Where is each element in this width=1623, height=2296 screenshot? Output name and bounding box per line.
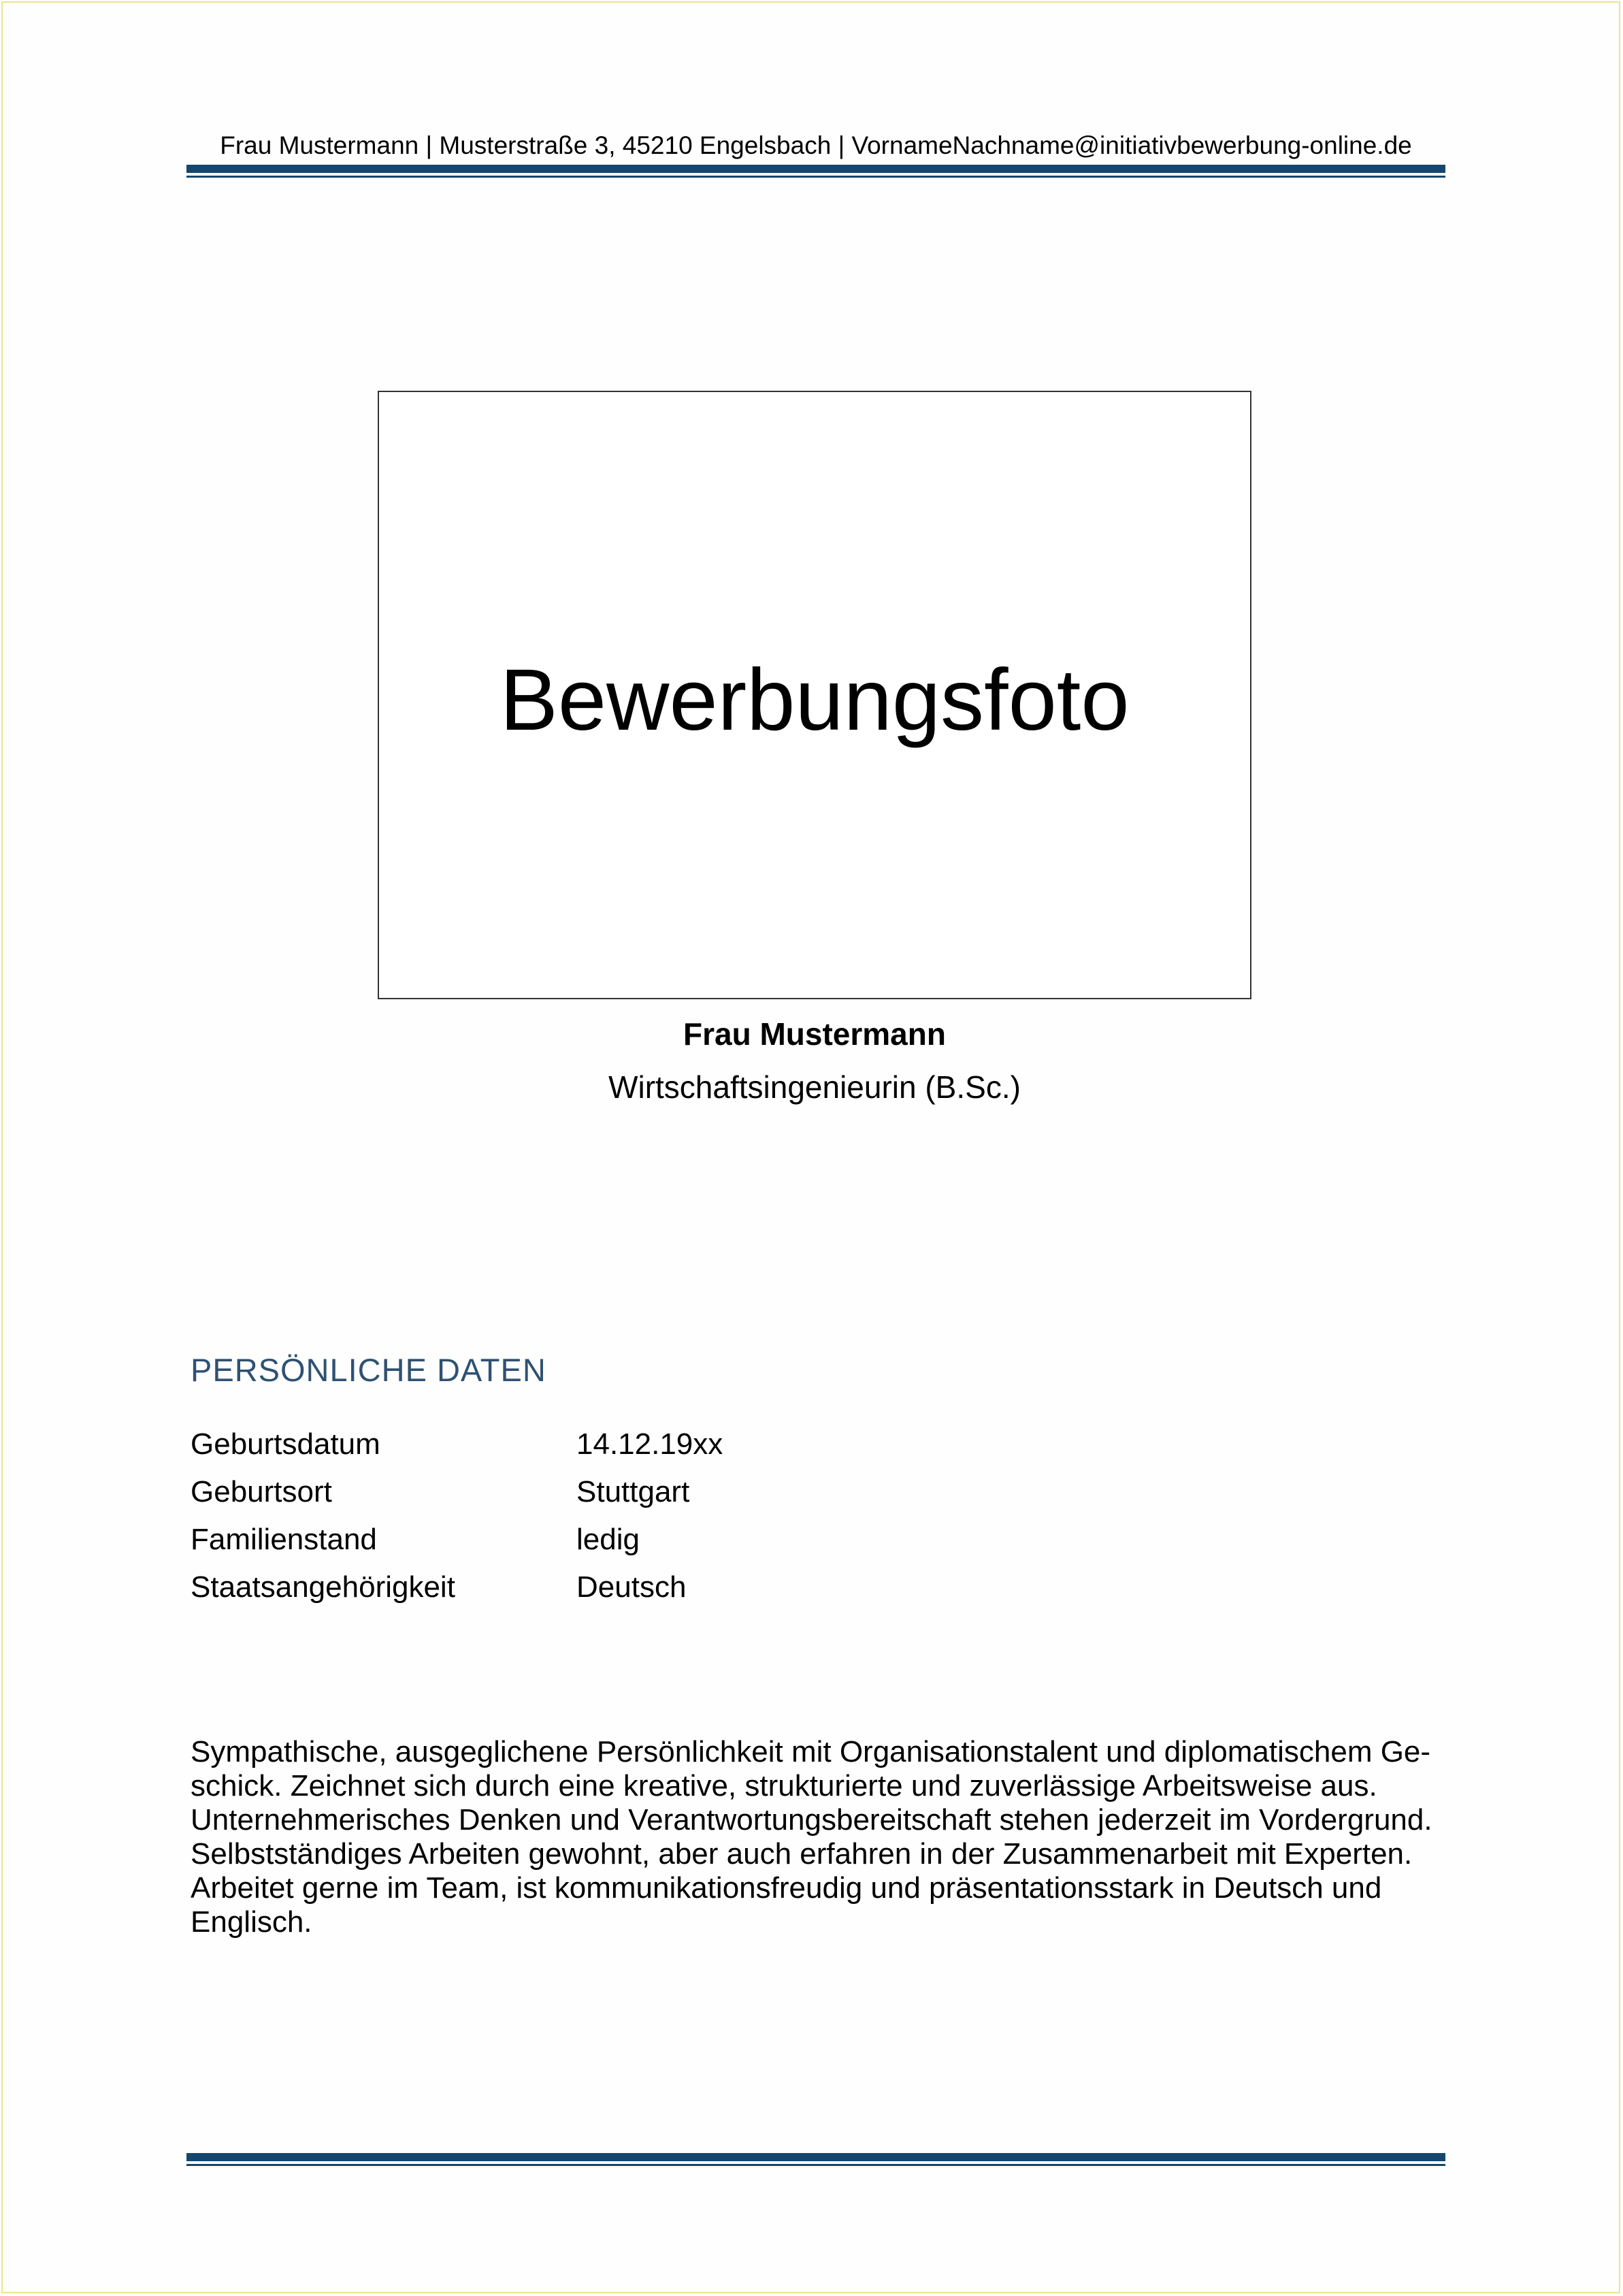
data-value: Stuttgart [576,1475,690,1508]
header-divider [186,165,1445,178]
data-value: ledig [576,1523,640,1556]
data-label: Familienstand [191,1523,377,1556]
data-value: Deutsch [576,1570,687,1604]
applicant-profession: Wirtschaftsingenieurin (B.Sc.) [608,1069,1021,1105]
photo-placeholder-label: Bewerbungsfoto [499,651,1130,749]
data-row-birthplace [191,1470,1211,1517]
data-row-nationality [191,1565,1211,1613]
profile-summary [191,1735,1446,1939]
data-value: 14.12.19xx [576,1427,723,1461]
data-label: Geburtsort [191,1475,332,1508]
data-label: Staatsangehörigkeit [191,1570,455,1604]
page [1,1,1620,2293]
photo-placeholder [378,391,1251,999]
summary-line: Sympathische, ausgeglichene Persönlichkeit mit Organisationstalent und diplomatischem Ge- [191,1735,1431,1768]
summary-line: Unternehmerisches Denken und Verantwortungsbereitschaft stehen jederzeit im Vordergrund. [191,1803,1432,1837]
summary-line: Selbstständiges Arbeiten gewohnt, aber auch erfahren in der Zusammenarbeit mit Experten. [191,1837,1413,1871]
section-heading-personal-data: PERSÖNLICHE DATEN [191,1352,546,1388]
summary-line: Englisch. [191,1905,312,1939]
summary-line: schick. Zeichnet sich durch eine kreative, strukturierte und zuverlässige Arbeitsweise aus. [191,1769,1377,1802]
data-row-birthdate [191,1422,1211,1470]
applicant-name: Frau Mustermann [683,1016,946,1052]
footer-divider [186,2153,1445,2166]
data-row-marital-status [191,1517,1211,1565]
header-contact-line: Frau Mustermann | Musterstraße 3, 45210 Engelsbach | VornameNachname@initiativbewerbung-online.de [220,131,1412,159]
data-label: Geburtsdatum [191,1427,380,1461]
summary-line: Arbeitet gerne im Team, ist kommunikationsfreudig und präsentationsstark in Deutsch und [191,1871,1382,1905]
